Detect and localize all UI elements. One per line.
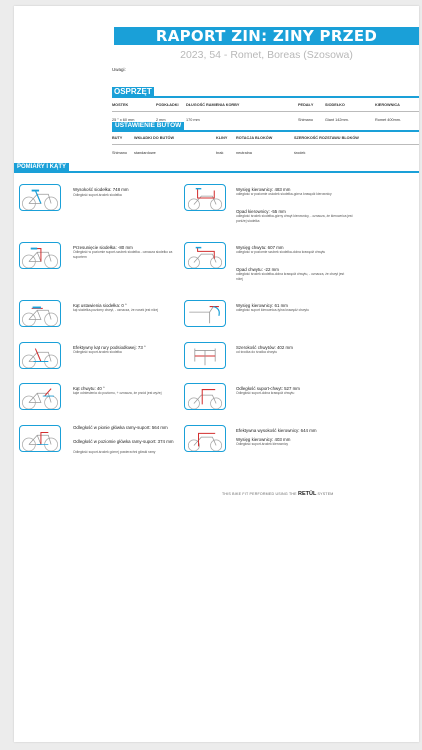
equipment-value-pedals: Shimano xyxy=(298,118,313,122)
measure-saddle-angle: Kąt ustawienia siodełka: 0 ° xyxy=(73,303,127,308)
shoes-header-wedges: KLINY xyxy=(216,136,228,140)
saddle-angle-diagram xyxy=(19,300,61,327)
shoes-header-stance: SZEROKOŚĆ ROZSTAWU BLOKÓW xyxy=(294,136,359,140)
measurements-rule xyxy=(14,171,419,173)
effective-handlebar-height-diagram xyxy=(184,425,226,452)
notes-label: Uwagi: xyxy=(112,67,126,72)
report-page xyxy=(14,6,419,742)
measure-handlebar-drop-desc: odległość środek siodełka-górny chwyt kierownicy, - oznacza, że kierownica jest poniżej siodełka xyxy=(236,214,353,224)
equipment-value-spacers: 2 mm xyxy=(156,118,166,122)
retul-logo: RETÜL xyxy=(297,491,317,497)
measure-handlebar-reach-2: Wysięg kierownicy: 403 mm xyxy=(236,437,291,442)
equipment-header-pedals: PEDAŁY xyxy=(298,103,314,107)
handlebar-reach-diagram xyxy=(184,184,226,211)
measure-handlebar-drop: Opad kierownicy: -55 mm xyxy=(236,209,286,214)
measure-handlebar-reach-2-desc: Odległość suport-środek kierownicy xyxy=(236,442,289,446)
measure-bb-grip-distance: Odległość suport-chwyt: 527 mm xyxy=(236,386,300,391)
measure-head-tube-vertical: Odległość w pionie główka ramy-suport: 564 mm xyxy=(73,425,168,430)
shoes-rule xyxy=(112,130,419,132)
retul-footer xyxy=(222,491,334,497)
measurements-heading: POMIARY I KĄTY xyxy=(14,163,69,171)
equipment-rule xyxy=(112,96,419,98)
saddle-height-diagram xyxy=(19,184,61,211)
shoes-value-stance: środek xyxy=(294,151,306,155)
measure-seat-tube-angle-desc: Odległość suport-środek siodełka xyxy=(73,350,122,354)
measure-grip-angle: Kąt chwytu: 40 ° xyxy=(73,386,105,391)
footer-text-after: SYSTEM xyxy=(317,492,334,496)
equipment-value-saddle: Giant 142mm. xyxy=(325,118,349,122)
bb-grip-distance-diagram xyxy=(184,383,226,410)
shoes-value-wedges: brak xyxy=(216,151,224,155)
measure-head-tube-horizontal-desc: Odległość suport-środek górnej powierzchni główki ramy xyxy=(73,450,156,454)
grip-width-diagram xyxy=(184,342,226,369)
measure-effective-handlebar-height: Efektywna wysokość kierownicy: 644 mm xyxy=(236,428,317,433)
measure-grip-drop-desc: odległość środek siodełka-dolna krawędź chwytu, - oznacza, że chwyt jest niżej xyxy=(236,272,345,282)
shoes-divider xyxy=(112,144,419,145)
measure-stem-reach: Wysięg kierownicy: 61 mm xyxy=(236,303,288,308)
equipment-header-spacers: PODKŁADKI xyxy=(156,103,179,107)
measure-saddle-setback-desc: Odległość w poziomie suport-szubek siodełka - oznacza siodełko za suportem xyxy=(73,250,173,260)
grip-angle-diagram xyxy=(19,383,61,410)
measure-grip-width: Szerokość chwytów: 402 mm xyxy=(236,345,293,350)
shoes-header-rotation: ROTACJA BLOKÓW xyxy=(236,136,273,140)
shoes-header-shoes: BUTY xyxy=(112,136,123,140)
stem-reach-diagram xyxy=(184,300,226,327)
equipment-divider xyxy=(112,111,419,112)
footer-text-before: THIS BIKE FIT PERFORMED USING THE xyxy=(222,492,297,496)
measure-grip-reach: Wysięg chwytu: 607 mm xyxy=(236,245,284,250)
measure-grip-angle-desc: kąte odniesienia do poziomu, + oznacza, że przód jest wyżej xyxy=(73,391,162,395)
measure-saddle-height-desc: Odległość suport-środek siodełka xyxy=(73,193,122,197)
shoes-header-insoles: WKŁADKI DO BUTÓW xyxy=(134,136,175,140)
shoes-value-shoes: Shimano xyxy=(112,151,127,155)
equipment-heading: OSPRZĘT xyxy=(114,87,152,96)
measure-grip-width-desc: od środka do środka chwytu xyxy=(236,350,278,354)
equipment-header-handlebar: KIEROWNICA xyxy=(375,103,400,107)
equipment-value-stem: 25 ° x 60 mm xyxy=(112,118,135,122)
shoes-heading: USTAWIENIE BUTÓW xyxy=(112,122,184,130)
seat-tube-angle-diagram xyxy=(19,342,61,369)
equipment-header-saddle: SIODEŁKO xyxy=(325,103,345,107)
report-subtitle: 2023, 54 - Romet, Boreas (Szosowa) xyxy=(180,49,353,61)
measure-bb-grip-distance-desc: Odległość suport-dolna krawędź chwytu xyxy=(236,391,295,395)
shoes-value-rotation: neutralna xyxy=(236,151,252,155)
saddle-setback-diagram xyxy=(19,242,61,269)
measure-saddle-angle-desc: kąt siodełka-poziomy chwyt, - oznacza, że nosek jest niżej xyxy=(73,308,159,312)
measure-grip-reach-desc: odległość w poziomie szubek siodełka-dolna krawędź chwytu xyxy=(236,250,326,254)
equipment-value-crank: 170 mm xyxy=(186,118,200,122)
measure-saddle-height: Wysokość siodełka: 748 mm xyxy=(73,187,129,192)
report-title: RAPORT ZIN: ZINY PRZED xyxy=(114,27,419,45)
equipment-header-crank: DŁUGOŚĆ RAMIENIA KORBY xyxy=(186,103,240,107)
measure-handlebar-reach: Wysięg kierownicy: 483 mm xyxy=(236,187,291,192)
equipment-value-handlebar: Romet 400mm. xyxy=(375,118,401,122)
measure-handlebar-reach-desc: odległość w poziomie osiodek siodełka-górna krawędź kierownicy xyxy=(236,192,332,196)
shoes-value-insoles: standardowe xyxy=(134,151,156,155)
measure-stem-reach-desc: odległość suport kierownica-tylna krawędź chwytu xyxy=(236,308,309,312)
head-tube-bb-diagram xyxy=(19,425,61,452)
measure-saddle-setback: Przesunięcie siodełka: -80 mm xyxy=(73,245,133,250)
measure-head-tube-horizontal: Odległość w poziomie główka ramy-suport: 374 mm xyxy=(73,439,174,444)
measure-grip-drop: Opad chwytu: -22 mm xyxy=(236,267,279,272)
grip-reach-diagram xyxy=(184,242,226,269)
equipment-header-stem: MOSTEK xyxy=(112,103,129,107)
measure-seat-tube-angle: Efektywny kąt rury podsiodłowej: 73 ° xyxy=(73,345,146,350)
